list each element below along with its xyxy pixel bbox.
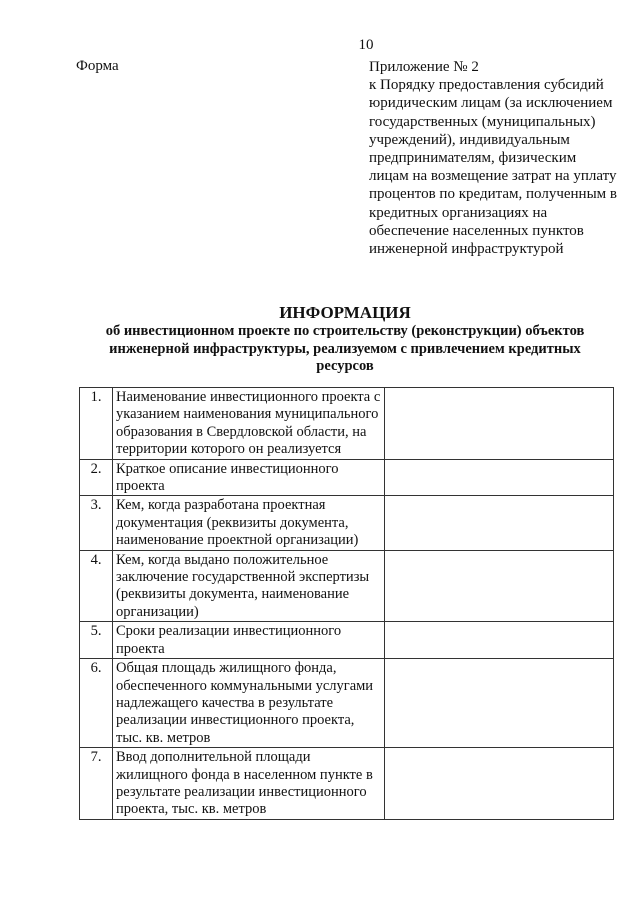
row-value[interactable] [385,496,614,550]
row-number: 7. [80,748,113,820]
row-number: 5. [80,622,113,659]
appendix-title: Приложение № 2 [369,59,479,75]
table-row [80,496,614,550]
table-row [80,659,614,748]
appendix-block [369,58,619,258]
row-label: Кем, когда разработана проектная документация (реквизиты документа, наименование проектной организации) [113,496,385,550]
table-row [80,550,614,622]
row-value[interactable] [385,659,614,748]
appendix-body: к Порядку предоставления субсидий юридическим лицам (за исключением государственных (муниципальных) учреждений), индивидуальным предпринимателям, физическим лицам на возмещение затрат на уплату процентов по кредитам, полученным в кредитных организациях на обеспечение населенных пунктов инженерной инфраструктурой [369,77,617,258]
table-row [80,748,614,820]
row-number: 1. [80,388,113,460]
row-label: Общая площадь жилищного фонда, обеспеченного коммунальными услугами надлежащего качества в результате реализации инвестиционного проекта, тыс. кв. метров [113,659,385,748]
table-row [80,459,614,496]
row-number: 3. [80,496,113,550]
row-number: 4. [80,550,113,622]
row-label: Наименование инвестиционного проекта с указанием наименования муниципального образования в Свердловской области, на территории которого он реализуется [113,388,385,460]
page-number: 10 [358,37,374,53]
row-value[interactable] [385,748,614,820]
heading-subtitle: об инвестиционном проекте по строительству (реконструкции) объектов инженерной инфраструктуры, реализуемом с привлечением кредитных ресурсов [105,323,585,374]
row-number: 6. [80,659,113,748]
row-value[interactable] [385,388,614,460]
row-label: Ввод дополнительной площади жилищного фонда в населенном пункте в результате реализации инвестиционного проекта, тыс. кв. метров [113,748,385,820]
row-number: 2. [80,459,113,496]
heading-title: ИНФОРМАЦИЯ [279,303,411,322]
row-value[interactable] [385,459,614,496]
table-row [80,622,614,659]
table-row [80,388,614,460]
row-value[interactable] [385,550,614,622]
row-label: Сроки реализации инвестиционного проекта [113,622,385,659]
row-value[interactable] [385,622,614,659]
project-info-table [79,387,614,820]
row-label: Краткое описание инвестиционного проекта [113,459,385,496]
document-heading [80,303,610,376]
form-label: Форма [76,58,119,74]
row-label: Кем, когда выдано положительное заключение государственной экспертизы (реквизиты документа, наименование организации) [113,550,385,622]
